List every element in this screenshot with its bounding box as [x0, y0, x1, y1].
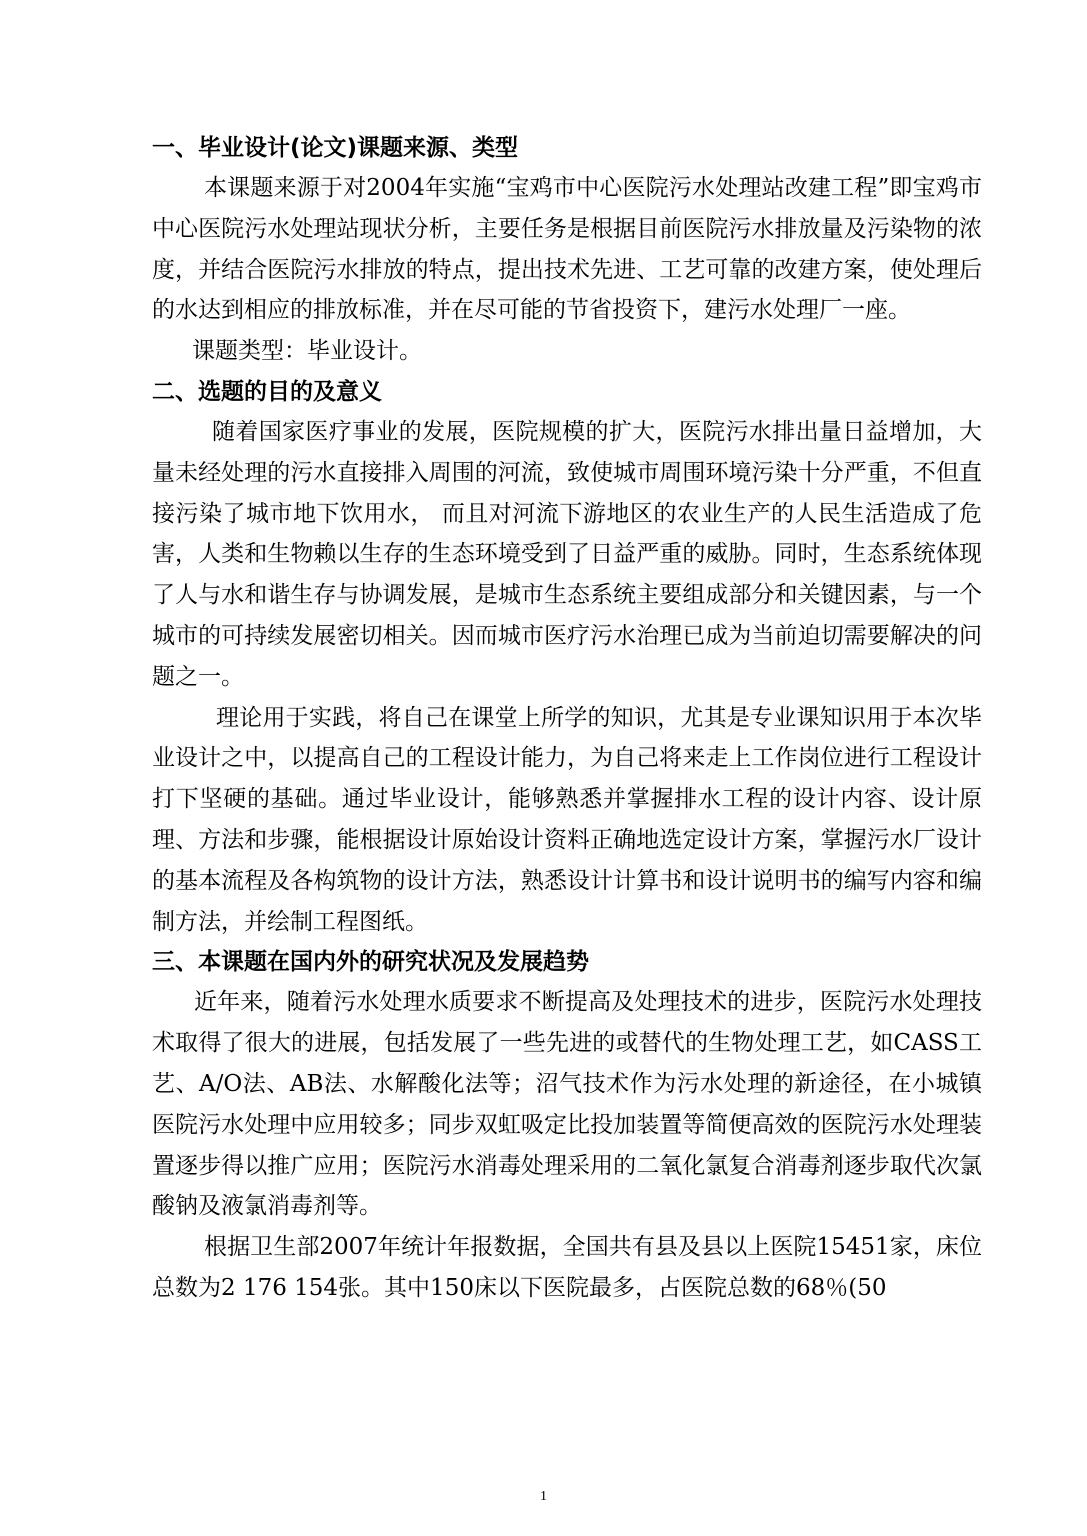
section-3-paragraph-2: 根据卫生部2007年统计年报数据，全国共有县及县以上医院15451家，床位总数为2 176 154张。其中150床以下医院最多，占医院总数的68％(50	[152, 1234, 982, 1301]
page-number: 1	[540, 1489, 547, 1504]
section-heading-1: 一、毕业设计(论文)课题来源、类型	[152, 135, 519, 161]
section-2-paragraph-2: 理论用于实践，将自己在课堂上所学的知识，尤其是专业课知识用于本次毕业设计之中，以提高自己的工程设计能力，为自己将来走上工作岗位进行工程设计打下坚硬的基础。通过毕业设计，能够熟悉并掌握排水工程的设计内容、设计原理、方法和步骤，能根据设计原始设计资料正确地选定设计方案，掌握污水厂设计的基本流程及各构筑物的设计方法，熟悉设计计算书和设计说明书的编写内容和编制方法，并绘制工程图纸。	[152, 704, 982, 935]
section-3-paragraph-1: 近年来，随着污水处理水质要求不断提高及处理技术的进步，医院污水处理技术取得了很大的进展，包括发展了一些先进的或替代的生物处理工艺，如CASS工艺、A/O法、AB法、水解酸化法等；沼气技术作为污水处理的新途径，在小城镇医院污水处理中应用较多；同步双虹吸定比投加装置等简便高效的医院污水处理装置逐步得以推广应用；医院污水消毒处理采用的二氧化氯复合消毒剂逐步取代次氯酸钠及液氯消毒剂等。	[152, 989, 982, 1220]
section-1-paragraph-2: 课题类型：毕业设计。	[192, 338, 422, 365]
section-2-paragraph-1: 随着国家医疗事业的发展，医院规模的扩大，医院污水排出量日益增加，大量未经处理的污水直接排入周围的河流，致使城市周围环境污染十分严重，不但直接污染了城市地下饮用水， 而且对河流下游地区的农业生产的人民生活造成了危害，人类和生物赖以生存的生态环境受到了日益严重的威胁。同时，生态系统体现了人与水和谐生存与协调发展，是城市生态系统主要组成部分和关键因素，与一个城市的可持续发展密切相关。因而城市医疗污水治理已成为当前迫切需要解决的问题之一。	[152, 418, 982, 690]
section-1-paragraph-1: 本课题来源于对2004年实施“宝鸡市中心医院污水处理站改建工程”即宝鸡市中心医院污水处理站现状分析，主要任务是根据目前医院污水排放量及污染物的浓度，并结合医院污水排放的特点，提出技术先进、工艺可靠的改建方案，使处理后的水达到相应的排放标准，并在尽可能的节省投资下，建污水处理厂一座。	[152, 175, 982, 324]
section-heading-2: 二、选题的目的及意义	[152, 378, 382, 405]
document-body	[152, 128, 982, 1309]
section-heading-3: 三、本课题在国内外的研究状况及发展趋势	[152, 949, 589, 976]
